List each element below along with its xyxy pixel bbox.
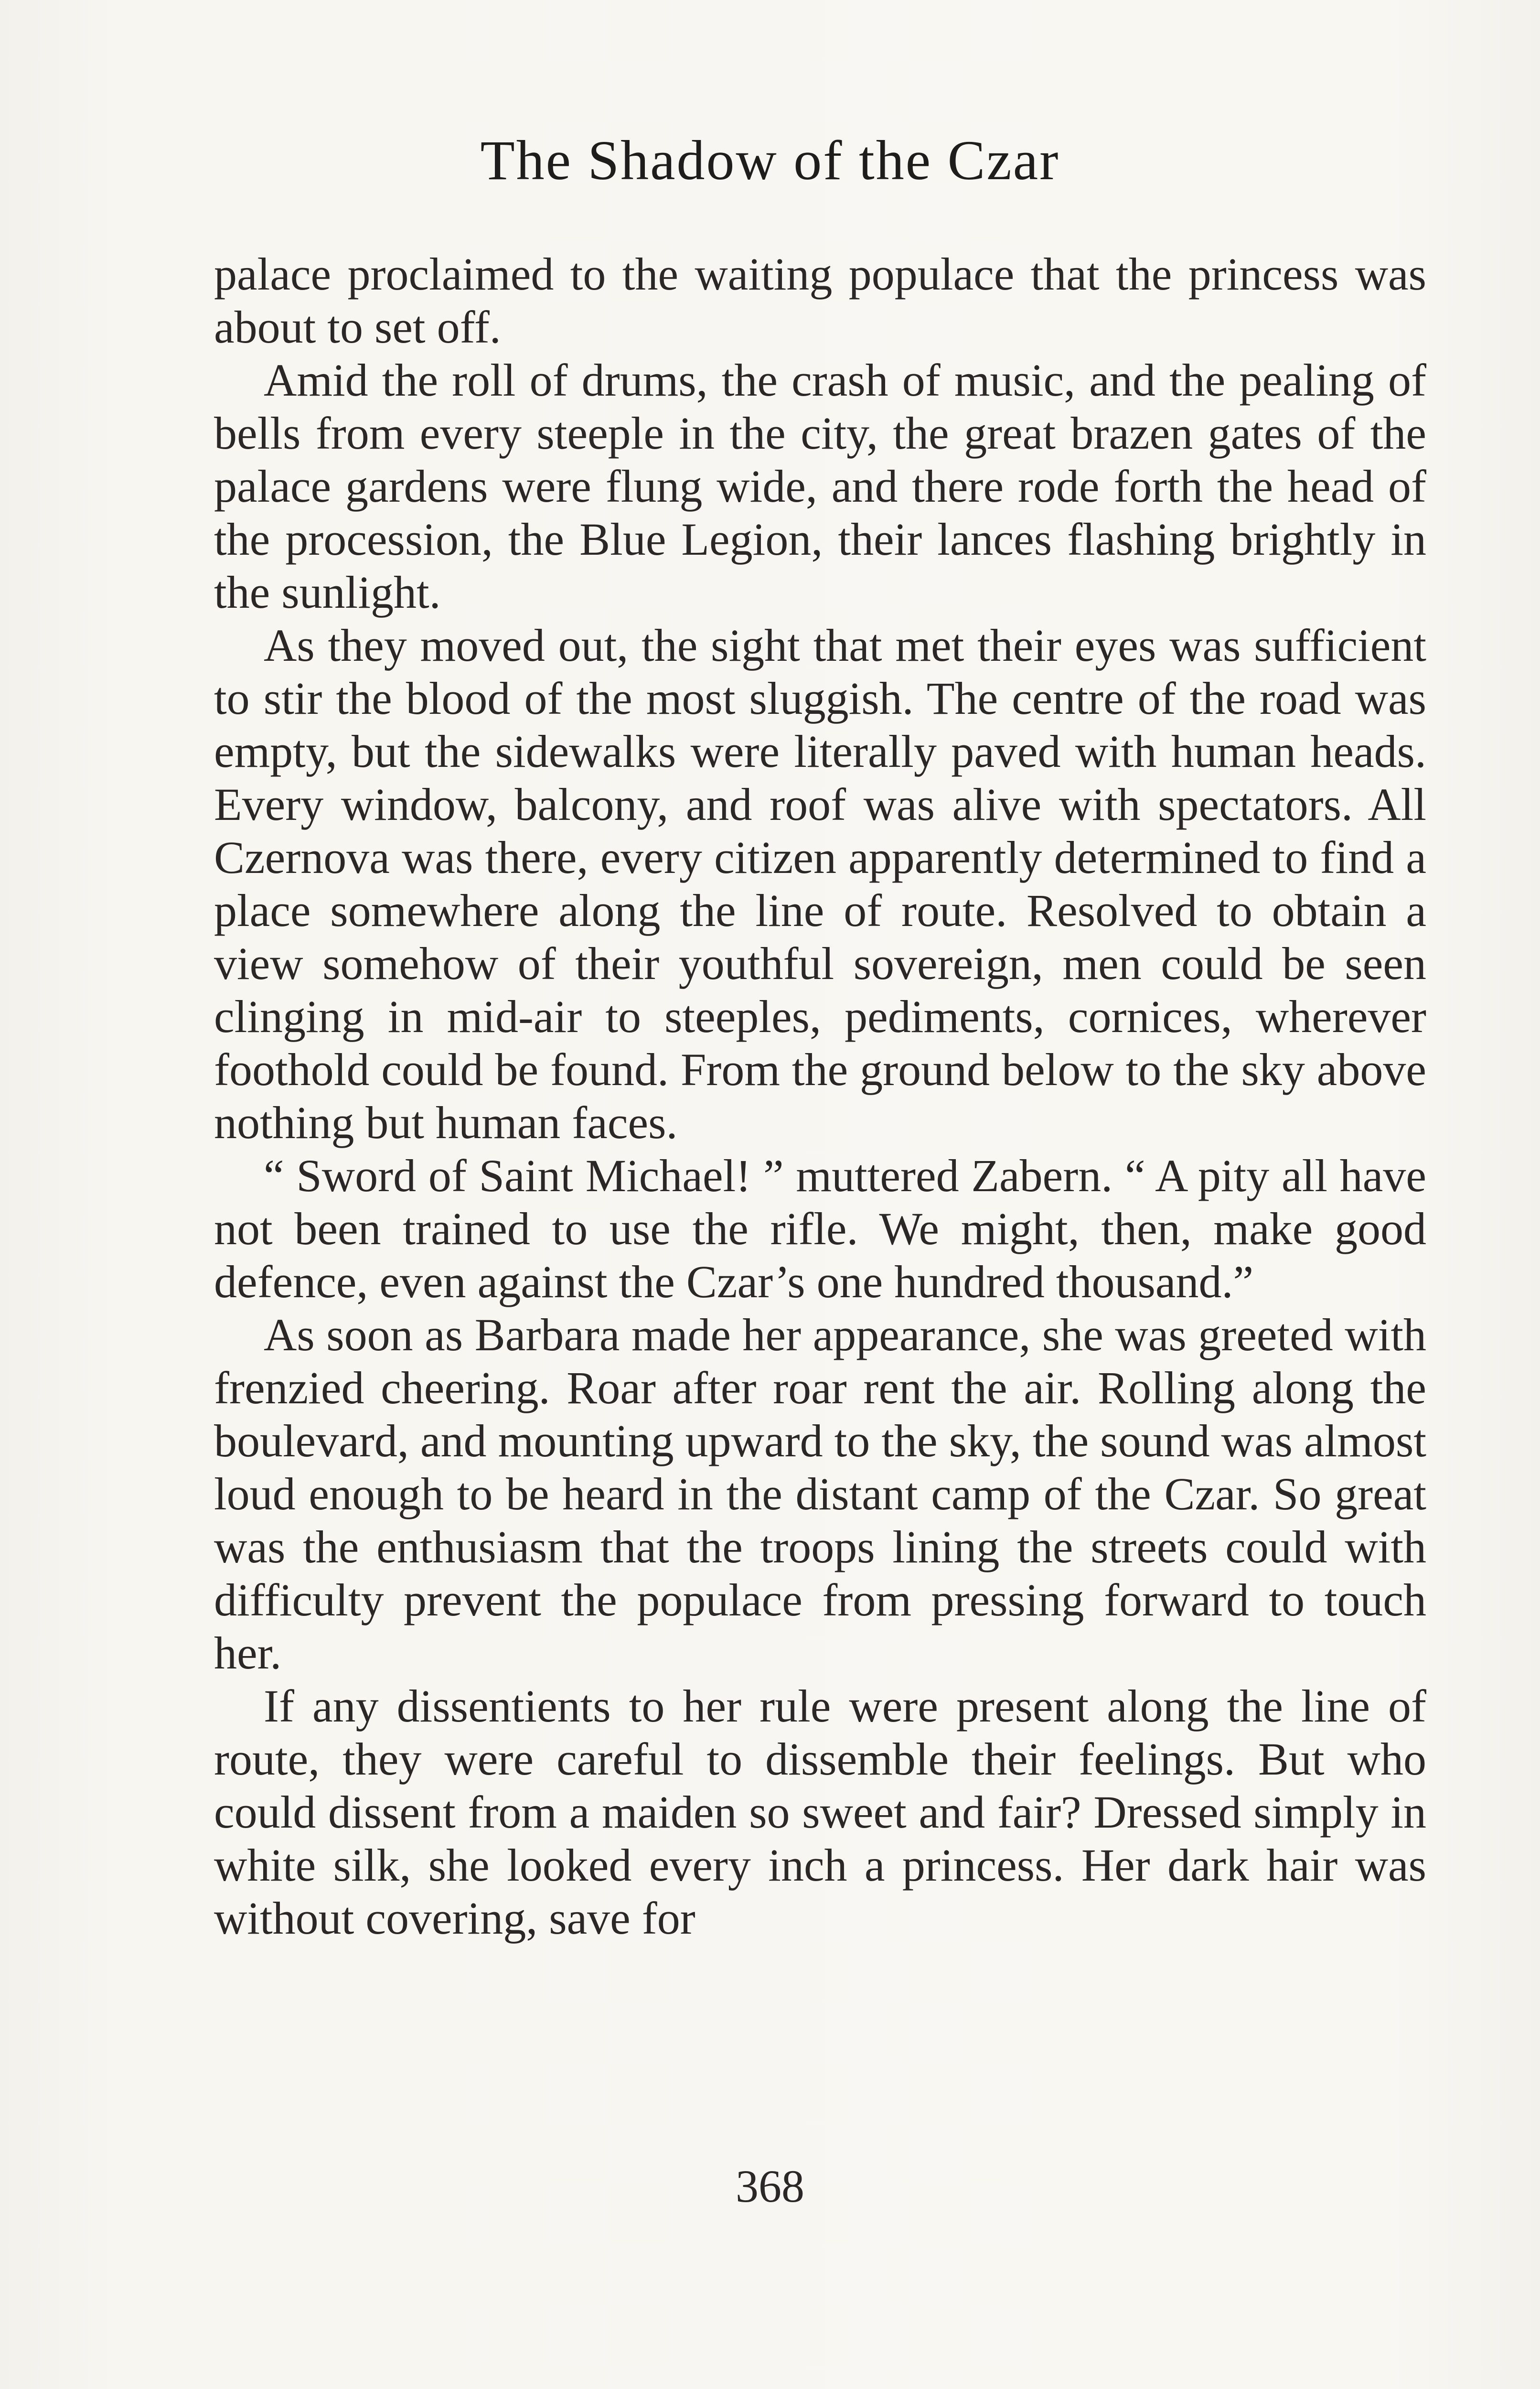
running-head: The Shadow of the Czar — [480, 129, 1060, 192]
page-number: 368 — [736, 2161, 804, 2212]
paragraph-1: palace proclaimed to the waiting populace that the princess was about to set off. — [214, 248, 1426, 353]
paragraph-2: Amid the roll of drums, the crash of music, and the pealing of bells from every steeple in the city, the great brazen gates of the palace gardens were flung wide, and there rode forth the head of the procession, the Blue Legion, their lances flashing brightly in the sunlight. — [214, 355, 1426, 618]
body-text — [214, 248, 1426, 1945]
paragraph-4: “ Sword of Saint Michael! ” muttered Zabern. “ A pity all have not been trained to use the rifle. We might, then, make good defence, even against the Czar’s one hundred thousand.” — [214, 1150, 1426, 1307]
paragraph-3: As they moved out, the sight that met their eyes was sufficient to stir the blood of the most sluggish. The centre of the road was empty, but the sidewalks were literally paved with human heads. Every window, balcony, and roof was alive with spectators. All Czernova was there, every citizen apparently determined to find a place somewhere along the line of route. Resolved to obtain a view somehow of their youthful sovereign, men could be seen clinging in mid-air to steeples, pediments, cornices, wherever foothold could be found. From the ground below to the sky above nothing but human faces. — [214, 620, 1426, 1148]
paragraph-6: If any dissentients to her rule were present along the line of route, they were careful to dissemble their feelings. But who could dissent from a maiden so sweet and fair? Dressed simply in white silk, she looked every inch a princess. Her dark hair was without covering, save for — [214, 1680, 1426, 1944]
paragraph-5: As soon as Barbara made her appearance, she was greeted with frenzied cheering. Roar after roar rent the air. Rolling along the boulevard, and mounting upward to the sky, the sound was almost loud enough to be heard in the distant camp of the Czar. So great was the enthusiasm that the troops lining the streets could with difficulty prevent the populace from pressing forward to touch her. — [214, 1309, 1426, 1679]
